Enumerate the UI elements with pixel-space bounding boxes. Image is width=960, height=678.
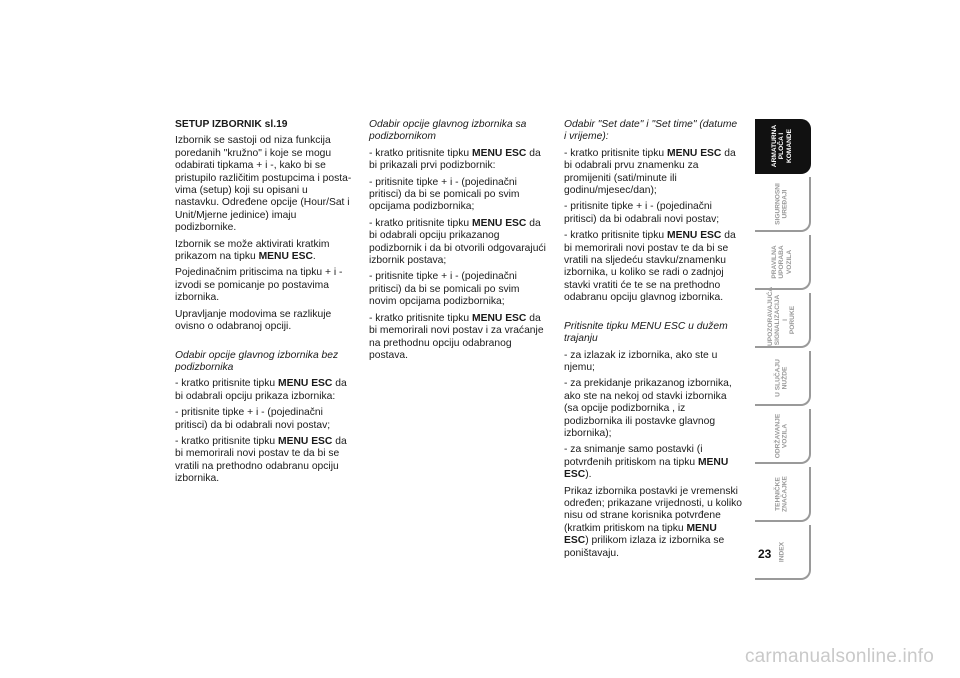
paragraph: - kratko pritisnite tipku MENU ESC da bi memorirali novi postav te da bi se vratili na prethodno odabranu opciju izbornika.	[175, 435, 347, 485]
tab-label: ARMATURNA PLOČA I KOMANDE	[770, 124, 793, 167]
subheading: Odabir "Set date" i "Set time" (datume i vrijeme):	[564, 119, 738, 143]
paragraph: - kratko pritisnite tipku MENU ESC da bi odabrali prvu znamenku za promijeniti (sati/minute ili godinu/mjesec/dan);	[564, 147, 736, 197]
subheading: Pritisnite tipku MENU ESC u dužem trajanju	[564, 320, 728, 345]
tab-pravilna-uporaba[interactable]	[755, 235, 811, 290]
paragraph: - kratko pritisnite tipku MENU ESC da bi memorirali novi postav i za vraćanje na prethodnu opciju odabranog postava.	[369, 312, 544, 361]
text-column-2	[369, 119, 547, 366]
paragraph: - kratko pritisnite tipku MENU ESC da bi odabrali opciju prikazanog podizbornik i da bi otvorili odgovarajući izbornik postava;	[369, 217, 546, 267]
paragraph: Upravljanje modovima se razlikuje ovisno o odabranoj opciji.	[175, 308, 332, 333]
paragraph: - za snimanje samo postavki (i potvrđenih pritiskom na tipku MENU ESC).	[564, 444, 729, 481]
subheading: Odabir opcije glavnog izbornika sa podizbornikom	[369, 119, 527, 143]
paragraph: - pritisnite tipke + i - (pojedinačni pritisci) da bi se pomicali po svim novim opcijama podizbornika;	[369, 271, 520, 308]
tab-label: PRAVILNA UPORABA VOZILA	[770, 244, 793, 279]
watermark: carmanualsonline.info	[744, 646, 934, 667]
paragraph: - kratko pritisnite tipku MENU ESC da bi memorirali novi postav te da bi se vratili na sljedeću stavku/znamenku izbornika, u koliko se radi o zadnjoj stavki vratiti će te se na prethodno odabranu opciju glavnog izbornika.	[564, 230, 736, 304]
tab-label: TEHNIČKE ZNAČAJKE	[774, 475, 789, 512]
paragraph: - za prekidanje prikazanog izbornika, ako ste na nekoj od stavki izbornika (sa opcije podizbornika , iz podizbornika ili postavke glavnog izbornika);	[564, 378, 732, 439]
paragraph: - za izlazak iz izbornika, ako ste u njemu;	[564, 349, 718, 373]
subheading: Odabir opcije glavnog izbornika bez podizbornika	[175, 349, 339, 373]
paragraph: Izbornik se može aktivirati kratkim prikazom na tipku MENU ESC.	[175, 238, 330, 263]
tab-label: SIGURNOSNI UREĐAJI	[774, 182, 789, 225]
paragraph: - pritisnite tipke + i - (pojedinačni pritisci) da bi odabrali novi postav;	[564, 201, 720, 225]
tab-sigurnosni-uredaji[interactable]	[755, 177, 811, 232]
chapter-tabs	[755, 119, 811, 583]
paragraph: - pritisnite tipke + i - (pojedinačni pritisci) da bi odabrali novi postav;	[175, 407, 331, 431]
tab-u-slucaju-nuzde[interactable]	[755, 351, 811, 406]
text-column-3	[564, 119, 742, 564]
tab-label: U SLUČAJU NUŽDE	[774, 358, 789, 397]
paragraph: - pritisnite tipke + i - (pojedinačni pritisci) da bi se pomicali po svim opcijama podizbornika;	[369, 176, 520, 213]
paragraph: - kratko pritisnite tipku MENU ESC da bi odabrali opciju prikaza izbornika:	[175, 378, 347, 402]
paragraph: Izbornik se sastoji od niza funkcija poredanih "kružno" i koje se mogu odabirati tipkama + i -, kako bi se pristupilo različitim postupcima i posta-vima (setup) koji su opisani u nastavku. Određene opcije (Hour/Sat i Unit/Mjerne jedinice) imaju podizbornike.	[175, 135, 352, 234]
tab-label: ODRŽAVANJE VOZILA	[774, 413, 789, 458]
paragraph: - kratko pritisnite tipku MENU ESC da bi prikazali prvi podizbornik:	[369, 147, 541, 172]
page-number: 23	[758, 547, 772, 561]
tab-upozoravajuca-signalizacija[interactable]	[755, 286, 811, 348]
tab-odrzavanje-vozila[interactable]	[755, 409, 811, 464]
tab-tehnicke-znacajke[interactable]	[755, 467, 811, 522]
section-heading: SETUP IZBORNIK sl.19	[175, 119, 288, 130]
tab-armaturna-ploca[interactable]	[755, 119, 811, 174]
tab-label: UPOZORAVAJUĆA SIGNALIZACIJA I PORUKE	[767, 286, 797, 346]
text-column-1	[175, 119, 353, 490]
paragraph: Prikaz izbornika postavki je vremenski određen; prikazane vrijednosti, u koliko nisu od strane korisnika potvrđene (kratkim pritiskom na tipku MENU ESC) prilikom izlaza iz izbornika se poništavaju.	[564, 485, 743, 559]
paragraph: Pojedinačnim pritiscima na tipku + i - izvodi se pomicanje po postavima izbornika.	[175, 267, 343, 304]
tab-label: INDEX	[778, 541, 786, 562]
